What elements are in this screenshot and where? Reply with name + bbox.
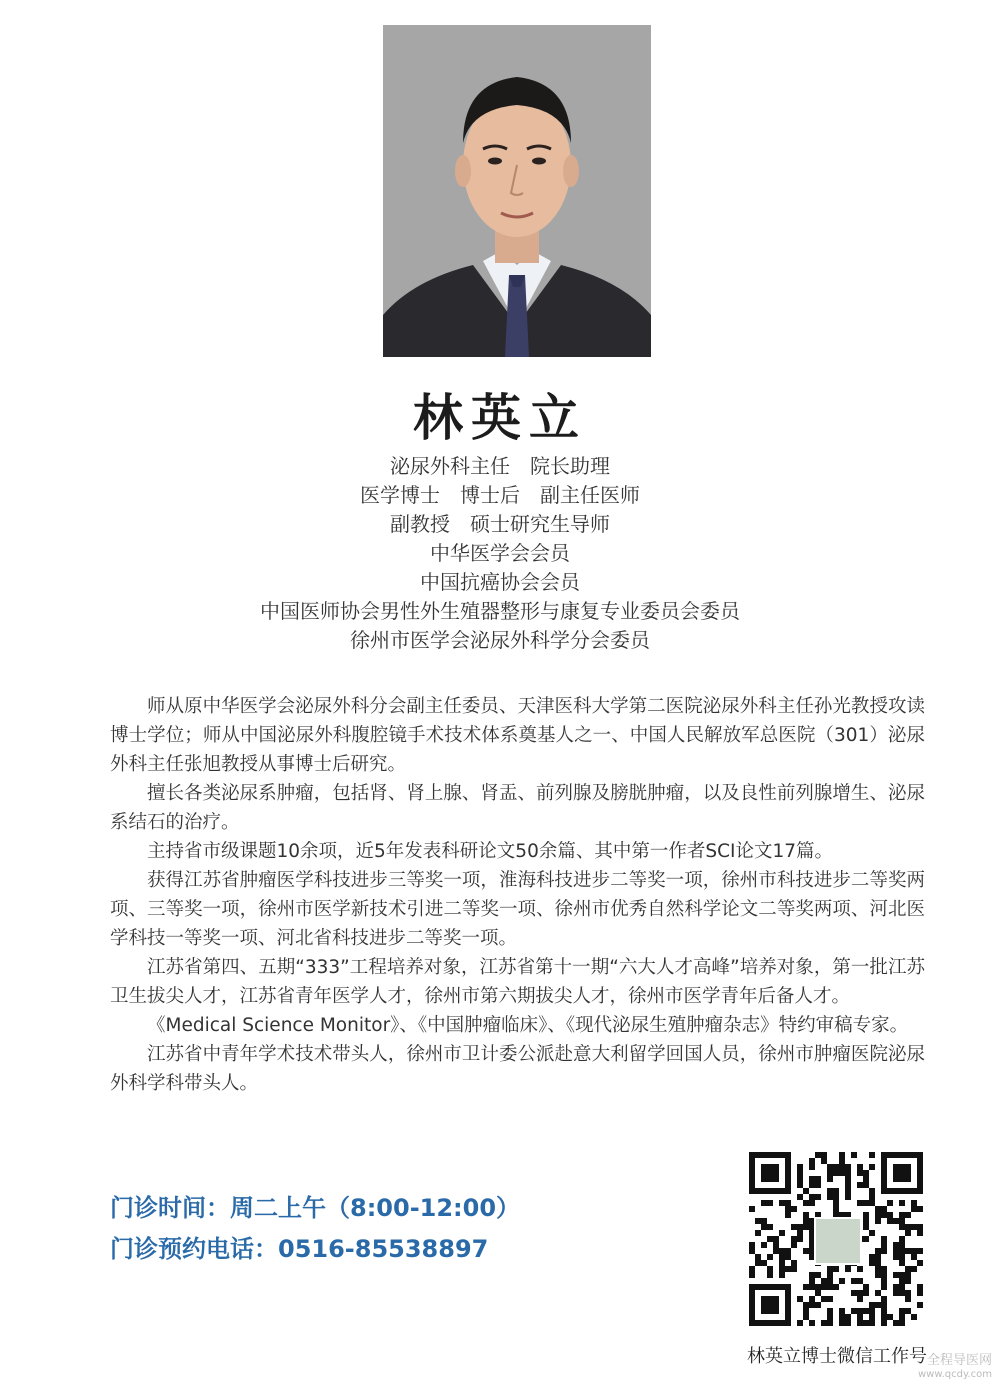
watermark-url: www.qcdy.com	[917, 1369, 992, 1380]
title-line: 中华医学会会员	[430, 541, 570, 565]
wechat-qr-code[interactable]	[749, 1152, 923, 1326]
qr-avatar	[814, 1217, 862, 1265]
bio-paragraph: 擅长各类泌尿系肿瘤，包括肾、肾上腺、肾盂、前列腺及膀胱肿瘤，以及良性前列腺增生、泌尿系结石的治疗。	[110, 783, 925, 833]
bio-paragraph: 师从原中华医学会泌尿外科分会副主任委员、天津医科大学第二医院泌尿外科主任孙光教授攻读博士学位；师从中国泌尿外科腹腔镜手术技术体系奠基人之一、中国人民解放军总医院（301）泌尿外科主任张旭教授从事博士后研究。	[110, 696, 925, 775]
doctor-portrait	[383, 25, 651, 357]
title-line: 徐州市医学会泌尿外科学分会委员	[350, 628, 650, 652]
bio-paragraph: 《Medical Science Monitor》、《中国肿瘤临床》、《现代泌尿生殖肿瘤杂志》特约审稿专家。	[147, 1015, 909, 1036]
title-line: 副教授 硕士研究生导师	[390, 512, 610, 536]
title-line: 泌尿外科主任 院长助理	[390, 454, 610, 478]
site-watermark	[918, 1354, 992, 1382]
portrait-image	[383, 25, 651, 357]
doctor-titles	[0, 452, 1000, 655]
bio-paragraph: 获得江苏省肿瘤医学科技进步三等奖一项，淮海科技进步二等奖一项，徐州市科技进步二等奖两项、三等奖一项，徐州市医学新技术引进二等奖一项、徐州市优秀自然科学论文二等奖两项、河北医学科技一等奖一项、河北省科技进步二等奖一项。	[110, 870, 925, 949]
bio-paragraph: 江苏省中青年学术技术带头人，徐州市卫计委公派赴意大利留学回国人员，徐州市肿瘤医院泌尿外科学科带头人。	[110, 1044, 925, 1094]
clinic-phone: 门诊预约电话：0516-85538897	[110, 1235, 489, 1263]
title-line: 中国医师协会男性外生殖器整形与康复专业委员会委员	[260, 599, 740, 623]
qr-caption: 林英立博士微信工作号	[747, 1346, 927, 1367]
watermark-site: 全程导医网	[926, 1353, 992, 1368]
clinic-hours: 门诊时间：周二上午（8:00-12:00）	[110, 1194, 521, 1222]
bio-paragraph: 主持省市级课题10余项，近5年发表科研论文50余篇、其中第一作者SCI论文17篇。	[147, 841, 834, 862]
doctor-name: 林英立	[413, 389, 587, 447]
title-line: 中国抗癌协会会员	[420, 570, 580, 594]
bio-paragraph: 江苏省第四、五期“333”工程培养对象，江苏省第十一期“六大人才高峰”培养对象，第一批江苏卫生拔尖人才，江苏省青年医学人才，徐州市第六期拔尖人才，徐州市医学青年后备人才。	[110, 957, 925, 1007]
title-line: 医学博士 博士后 副主任医师	[360, 483, 640, 507]
biography	[110, 692, 925, 1098]
